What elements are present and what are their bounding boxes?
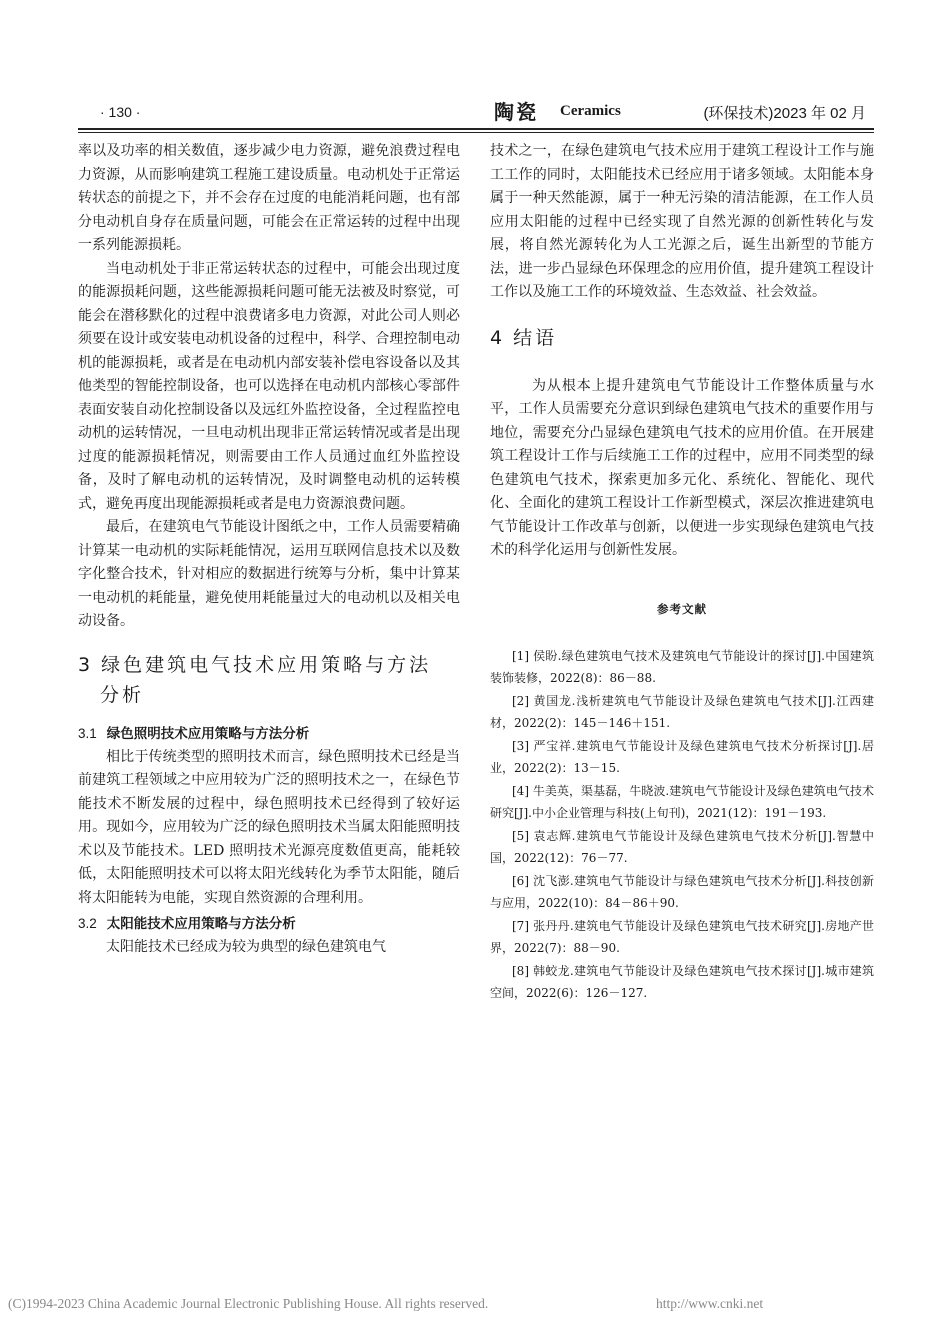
reference-item: [8] 韩蛟龙.建筑电气节能设计及绿色建筑电气技术探讨[J].城市建筑空间，2022(6)：126－127. [490,963,874,1000]
paragraph: 率以及功率的相关数值，逐步减少电力资源，避免浪费过程电力资源，从而影响建筑工程施工建设质量。电动机处于正常运转状态的前提之下，并不会存在过度的电能消耗问题，也有部分电动机自身存在质量问题，可能会在正常运转的过程中出现一系列能源损耗。 [78,143,460,253]
reference-item: [5] 袁志辉.建筑电气节能设计及绿色建筑电气技术分析[J].智慧中国，2022(12)：76－77. [490,828,874,865]
copyright-notice: (C)1994-2023 China Academic Journal Electronic Publishing House. All rights reserved. [8,1296,489,1311]
right-column [490,140,874,1005]
paragraph: 相比于传统类型的照明技术而言，绿色照明技术已经是当前建筑工程领域之中应用较为广泛的照明技术之一，在绿色节能技术不断发展的过程中，绿色照明技术已经得到了较好运用。现如今，应用较为广泛的绿色照明技术当属太阳能照明技术以及节能技术。LED 照明技术光源亮度数值更高，能耗较低，太阳能照明技术可以将太阳光线转化为季节太阳能，随后将太阳能转为电能，实现自然资源的合理利用。 [78,748,460,906]
journal-logo-cn: 陶瓷 [494,100,538,124]
page-number: · 130 · [100,104,141,120]
reference-item: [6] 沈飞澎.建筑电气节能设计与绿色建筑电气技术分析[J].科技创新与应用，2022(10)：84－86＋90. [490,873,874,910]
subsection-title: 太阳能技术应用策略与方法分析 [106,916,296,932]
reference-item: [3] 严宝祥.建筑电气节能设计及绿色建筑电气技术分析探讨[J].居业，2022(2)：13－15. [490,738,874,775]
page-footer [8,1296,948,1312]
references-title: 参考文献 [657,601,707,616]
subsection-title: 绿色照明技术应用策略与方法分析 [106,725,310,742]
header-rule-thin [78,132,874,133]
section-number: 3 [78,653,94,676]
journal-name-en: Ceramics [560,103,621,119]
paragraph: 太阳能技术已经成为较为典型的绿色建筑电气 [106,939,386,955]
reference-item: [1] 侯盼.绿色建筑电气技术及建筑电气节能设计的探讨[J].中国建筑装饰装修，2022(8)：86－88. [490,648,874,685]
section-title: 绿色建筑电气技术应用策略与方法 [101,653,432,676]
reference-item: [4] 牛美英，渠基磊，牛晓波.建筑电气节能设计及绿色建筑电气技术研究[J].中小企业管理与科技(上旬刊)，2021(12)：191－193. [490,783,874,820]
header-rule-thick [78,128,874,130]
section-heading-3 [78,650,460,710]
reference-item: [7] 张丹丹.建筑电气节能设计及绿色建筑电气技术研究[J].房地产世界，2022(7)：88－90. [490,918,874,955]
paragraph: 为从根本上提升建筑电气节能设计工作整体质量与水平，工作人员需要充分意识到绿色建筑电气技术的重要作用与地位，需要充分凸显绿色建筑电气技术的应用价值。在开展建筑工程设计工作与后续施工工作的过程中，应用不同类型的绿色建筑电气技术，探索更加多元化、系统化、智能化、现代化、全面化的建筑工程设计工作新型模式，深层次推进建筑电气节能设计工作改革与创新，以便进一步实现绿色建筑电气技术的科学化运用与创新性发展。 [490,377,874,558]
reference-item: [2] 黄国龙.浅析建筑电气节能设计及绿色建筑电气技术[J].江西建材，2022(2)：145－146＋151. [490,693,874,730]
issue-info: (环保技术)2023 年 02 月 [703,105,866,122]
section-title: 结语 [513,326,558,349]
paragraph: 当电动机处于非正常运转状态的过程中，可能会出现过度的能源损耗问题，这些能源损耗问题可能无法被及时察觉，可能会在潜移默化的过程中浪费诸多电力资源，对此公司人则必须要在设计或安装电动机设备的过程中，科学、合理控制电动机的能源损耗，或者是在电动机内部安装补偿电容设备以及其他类型的智能控制设备，也可以选择在电动机内部核心零部件表面安装自动化控制设备以及远红外监控设备，全过程监控电动机的运转情况，一旦电动机出现非正常运转情况或者是出现过度的能源损耗情况，则需要由工作人员通过血红外监控设备，及时了解电动机的运转情况，及时调整电动机的运转模式，避免再度出现能源损耗或者是电力资源浪费问题。 [78,260,460,512]
section-number: 4 [490,326,506,349]
cnki-link[interactable]: http://www.cnki.net [656,1296,764,1311]
section-heading-4 [490,323,874,353]
page-header [78,96,874,128]
subsection-heading-3-2 [78,912,460,936]
subsection-number: 3.2 [78,916,97,931]
subsection-heading-3-1 [78,722,460,746]
subsection-number: 3.1 [78,725,97,741]
section-title-continued: 分析 [100,683,145,706]
paragraph: 技术之一，在绿色建筑电气技术应用于建筑工程设计工作与施工工作的同时，太阳能技术已经应用于诸多领域。太阳能本身属于一种天然能源，属于一种无污染的清洁能源，在工作人员应用太阳能的过程中已经实现了自然光源的创新性转化与发展，将自然光源转化为人工光源之后，诞生出新型的节能方法，进一步凸显绿色环保理念的应用价值，提升建筑工程设计工作以及施工工作的环境效益、生态效益、社会效益。 [490,143,874,300]
paragraph: 最后，在建筑电气节能设计图纸之中，工作人员需要精确计算某一电动机的实际耗能情况，运用互联网信息技术以及数字化整合技术，针对相应的数据进行统筹与分析，集中计算某一电动机的耗能量，避免使用耗能量过大的电动机以及相关电动设备。 [78,519,460,629]
left-column [78,140,460,960]
